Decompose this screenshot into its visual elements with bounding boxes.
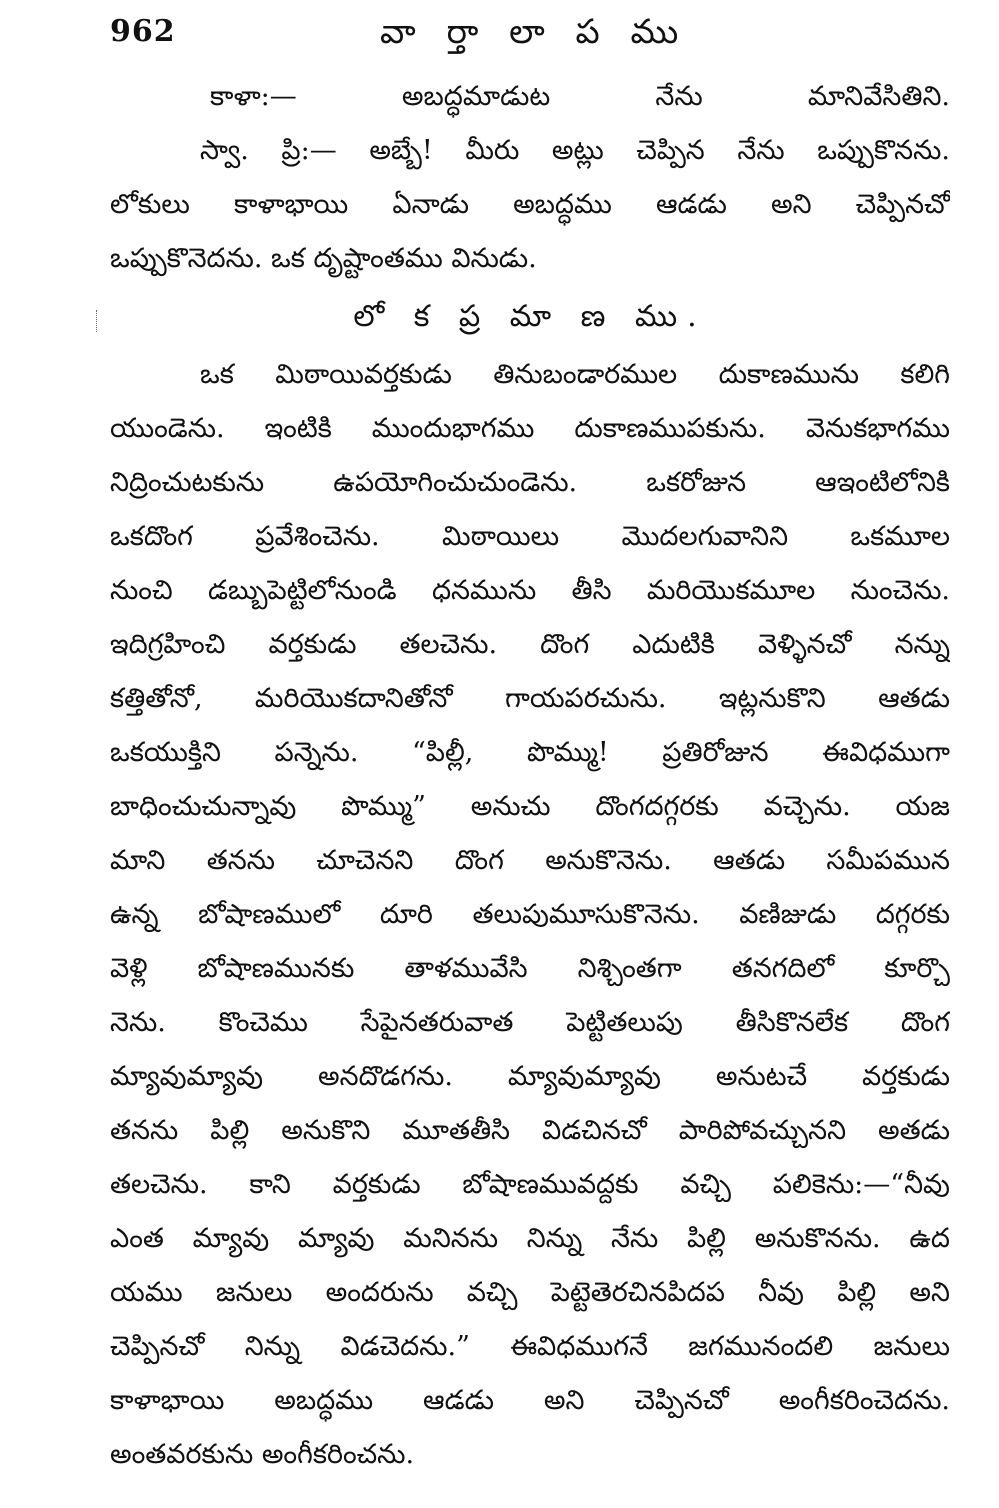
text-line: లోకులు కాళాభాయి ఏనాడు అబద్ధము ఆడడు అని చెప్పినచో xyxy=(110,189,950,220)
running-title: వా ర్తా లా ప ము xyxy=(380,12,689,52)
text-line: ఒప్పుకొనెదను. ఒక దృష్టాంతము వినుడు. xyxy=(110,243,537,274)
text-line: మాని తనను చూచెనని దొంగ అనుకొనెను. ఆతడు సమీపమున xyxy=(110,845,950,876)
text-line: మ్యావుమ్యావు అనదొడగను. మ్యావుమ్యావు అనుటచే వర్తకుడు xyxy=(110,1061,950,1092)
body-text xyxy=(110,70,950,1482)
text-line: ఒకదొంగ ప్రవేశించెను. మిఠాయిలు మొదలగువానిని ఒకమూల xyxy=(110,521,950,552)
dialogue-line: స్వా. ప్రి:— అబ్బే! మీరు అట్లు చెప్పిన నేను ఒప్పుకొనను. xyxy=(200,135,950,166)
text-line: ఉన్న బోషాణములో దూరి తలుపుమూసుకొనెను. వణిజుడు దగ్గరకు xyxy=(110,899,950,930)
text-line: యుండెను. ఇంటికి ముందుభాగము దుకాణముపకును. వెనుకభాగము xyxy=(110,413,950,444)
text-line: కత్తితోనో, మరియొకదానితోనో గాయపరచును. ఇట్లనుకొని ఆతడు xyxy=(110,683,950,714)
text-line: తనను పిల్లి అనుకొని మూతతీసి విడచినచో పారిపోవచ్చునని అతడు xyxy=(110,1115,950,1146)
text-line: కాళాభాయి అబద్ధము ఆడడు అని చెప్పినచో అంగీకరించెదను. xyxy=(110,1385,950,1416)
text-line: నెను. కొంచెము సేపైనతరువాత పెట్టితలుపు తీసికొనలేక దొంగ xyxy=(110,1007,950,1038)
text-line: తలచెను. కాని వర్తకుడు బోషాణమువద్దకు వచ్చి పలికెను:—“నీవు xyxy=(110,1169,950,1200)
text-line: నిద్రించుటకును ఉపయోగించుచుండెను. ఒకరోజున ఆఇంటిలోనికి xyxy=(110,467,950,498)
text-line: అంతవరకును అంగీకరించను. xyxy=(110,1439,415,1470)
text-line: యము జనులు అందరును వచ్చి పెట్టెతెరచినపిదప నీవు పిల్లి అని xyxy=(110,1277,950,1308)
text-line: ఎంత మ్యావు మ్యావు మనినను నిన్ను నేను పిల్లి అనుకొనను. ఉద xyxy=(110,1223,950,1254)
text-line: బాధించుచున్నావు పొమ్ము” అనుచు దొంగదగ్గరకు వచ్చెను. యజ xyxy=(110,791,950,822)
text-line: ఒకయుక్తిని పన్నెను. “పిల్లీ, పొమ్ము! ప్రతిరోజున ఈవిధముగా xyxy=(110,737,950,768)
text-line: వెళ్లి బోషాణమునకు తాళమువేసి నిశ్చింతగా తనగదిలో కూర్చొ xyxy=(110,953,950,984)
text-line: ఇదిగ్రహించి వర్తకుడు తలచెను. దొంగ ఎదుటికి వెళ్ళినచో నన్ను xyxy=(110,629,950,660)
page-number: 962 xyxy=(110,14,176,49)
text-line: ఒక మిఠాయివర్తకుడు తినుబండారముల దుకాణమును కలిగి xyxy=(200,359,950,390)
text-line: నుంచి డబ్బుపెట్టిలోనుండి ధనమును తీసి మరియొకమూల నుంచెను. xyxy=(110,575,950,606)
dialogue-line: కాళా:— అబద్ధమాడుట నేను మానివేసితిని. xyxy=(210,81,950,112)
margin-mark xyxy=(96,310,98,332)
section-heading: లో క ప్ర మా ణ ము. xyxy=(353,299,707,334)
text-line: చెప్పినచో నిన్ను విడచెదను.” ఈవిధముగనే జగమునందలి జనులు xyxy=(110,1331,950,1362)
